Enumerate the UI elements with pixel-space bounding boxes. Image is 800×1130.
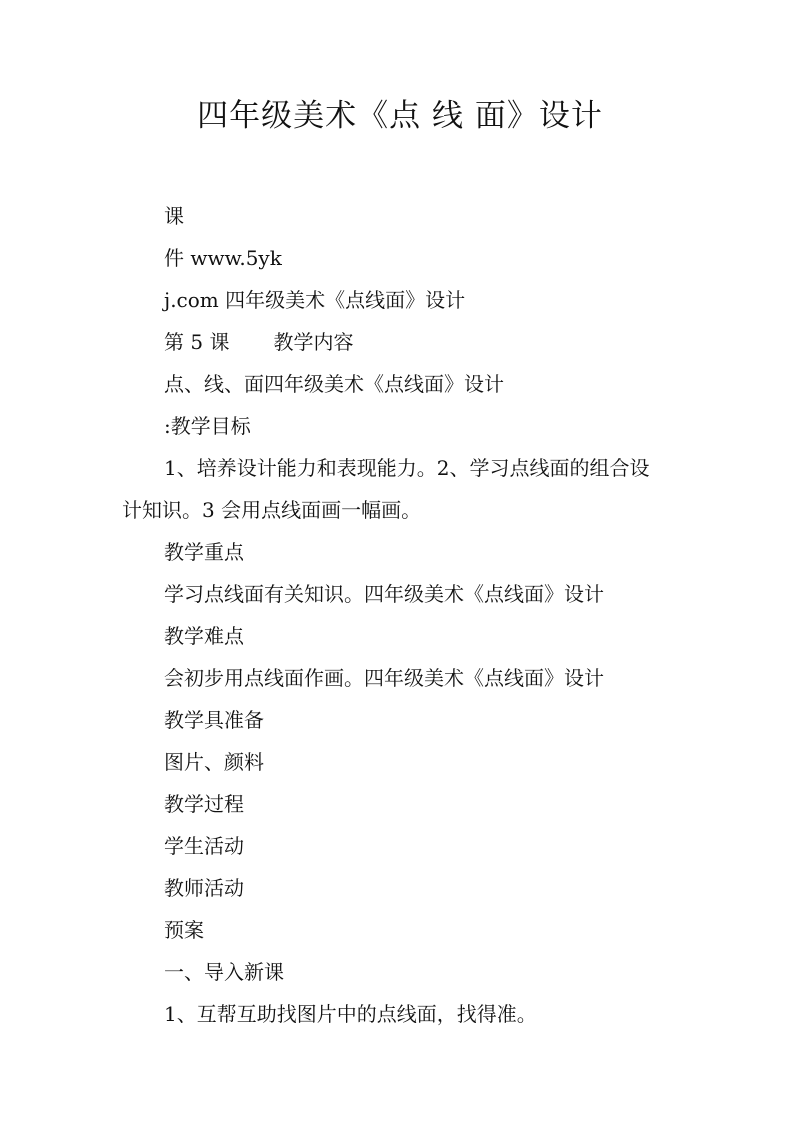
text-line-9: 教学重点 <box>164 540 244 564</box>
text-line-2: 件 www.5yk <box>164 246 282 270</box>
text-line-4 <box>164 328 353 356</box>
text-line-18: 预案 <box>164 918 204 942</box>
document-title: 四年级美术《点 线 面》设计 <box>197 98 603 134</box>
text-line-5: 点、线、面四年级美术《点线面》设计 <box>164 372 504 396</box>
text-line-17: 教师活动 <box>164 876 244 900</box>
text-line-8: 计知识。3 会用点线面画一幅画。 <box>122 498 422 522</box>
text-line-13: 教学具准备 <box>164 708 264 732</box>
lesson-number: 第 5 课 <box>164 330 230 354</box>
text-line-11: 教学难点 <box>164 624 244 648</box>
text-line-1: 课 <box>164 204 184 228</box>
text-line-20: 1、互帮互助找图片中的点线面，找得准。 <box>164 1002 537 1026</box>
teaching-content-label: 教学内容 <box>273 330 354 354</box>
text-line-7: 1、培养设计能力和表现能力。2、学习点线面的组合设 <box>164 456 650 480</box>
text-line-14: 图片、颜料 <box>164 750 264 774</box>
text-line-12: 会初步用点线面作画。四年级美术《点线面》设计 <box>164 666 604 690</box>
text-line-10: 学习点线面有关知识。四年级美术《点线面》设计 <box>164 582 604 606</box>
text-line-16: 学生活动 <box>164 834 244 858</box>
text-line-6: :教学目标 <box>164 414 251 438</box>
text-line-15: 教学过程 <box>164 792 244 816</box>
text-line-19: 一、导入新课 <box>164 960 284 984</box>
text-line-3: j.com 四年级美术《点线面》设计 <box>164 288 466 312</box>
